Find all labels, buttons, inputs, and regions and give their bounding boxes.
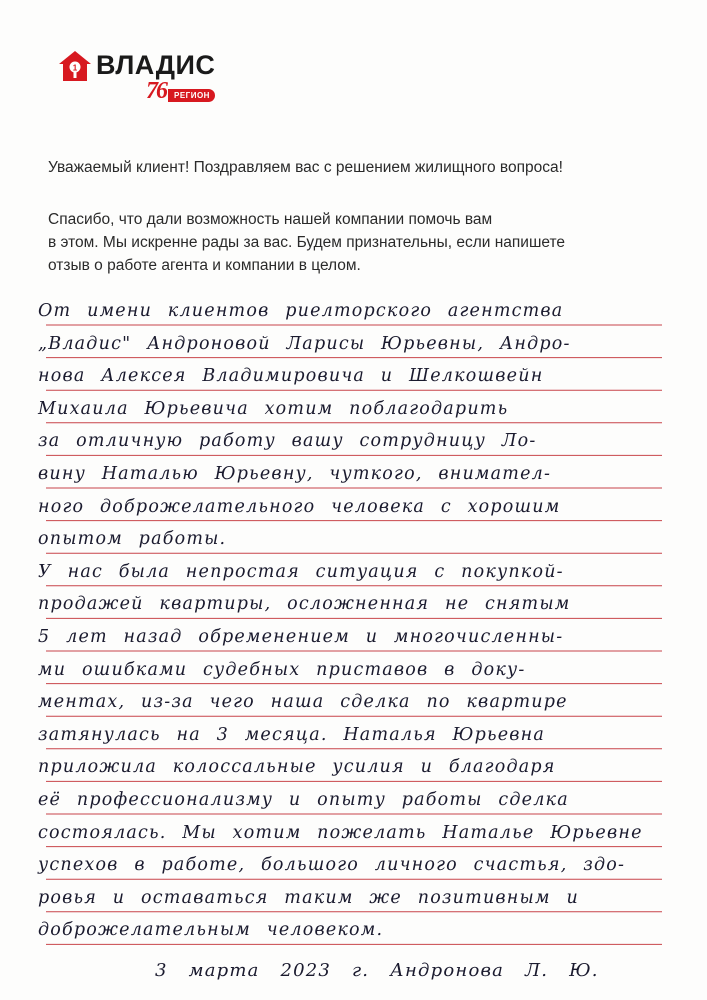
handwritten-line: У нас была непростая ситуация с покупкой- [38,561,564,582]
handwritten-line: От имени клиентов риелторского агентства [38,301,564,321]
handwritten-line: успехов в работе, большого личного счастья, здо- [38,855,626,876]
handwritten-line: затянулась на 3 месяца. Наталья Юрьевна [38,724,546,745]
handwritten-line: приложила колоссальные усилия и благодаря [38,757,556,778]
handwritten-line: вину Наталью Юрьевну, чуткого, внимател- [38,464,552,484]
handwritten-line: ровья и оставаться таким же позитивным и [38,887,579,908]
thanks-line: отзыв о работе агента и компании в целом. [48,257,361,274]
handwritten-line: доброжелательным человеком. [38,920,384,941]
logo-region-word: РЕГИОН [168,89,215,102]
handwritten-line: за отличную работу вашу сотрудницу Ло- [38,431,537,452]
handwritten-line: опытом работы. [38,529,227,550]
handwritten-line: ментах, из-за чего наша сделка по квартире [38,692,568,713]
greeting-text: Уважаемый клиент! Поздравляем вас с решением жилищного вопроса! [48,159,563,176]
handwritten-line: „Владис" Андроновой Ларисы Юрьевны, Андро- [38,333,571,354]
handwritten-line: ми ошибками судебных приставов в доку- [38,659,526,680]
thanks-line: в этом. Мы искренне рады за вас. Будем признательны, если напишете [48,234,566,251]
handwritten-line: ного доброжелательного человека с хорошим [38,496,561,517]
logo-brand-name: ВЛАДИС [96,50,216,80]
handwritten-line: Михаила Юрьевича хотим поблагодарить [38,398,509,419]
signature-line: 3 марта 2023 г. Андронова Л. Ю. [155,960,599,981]
thanks-line: Спасибо, что дали возможность нашей компании помочь вам [48,211,493,228]
handwritten-line: состоялась. Мы хотим пожелать Наталье Юрьевне [38,822,643,843]
handwritten-line: нова Алексея Владимировича и Шелкошвейн [38,366,544,387]
svg-text:1: 1 [72,63,78,73]
handwritten-line: её профессионализму и опыту работы сделка [38,790,569,810]
logo-region-number: 76 [146,78,166,104]
handwritten-line: 5 лет назад обременением и многочисленны- [38,627,564,647]
handwritten-line: продажей квартиры, осложненная не снятым [38,594,571,615]
